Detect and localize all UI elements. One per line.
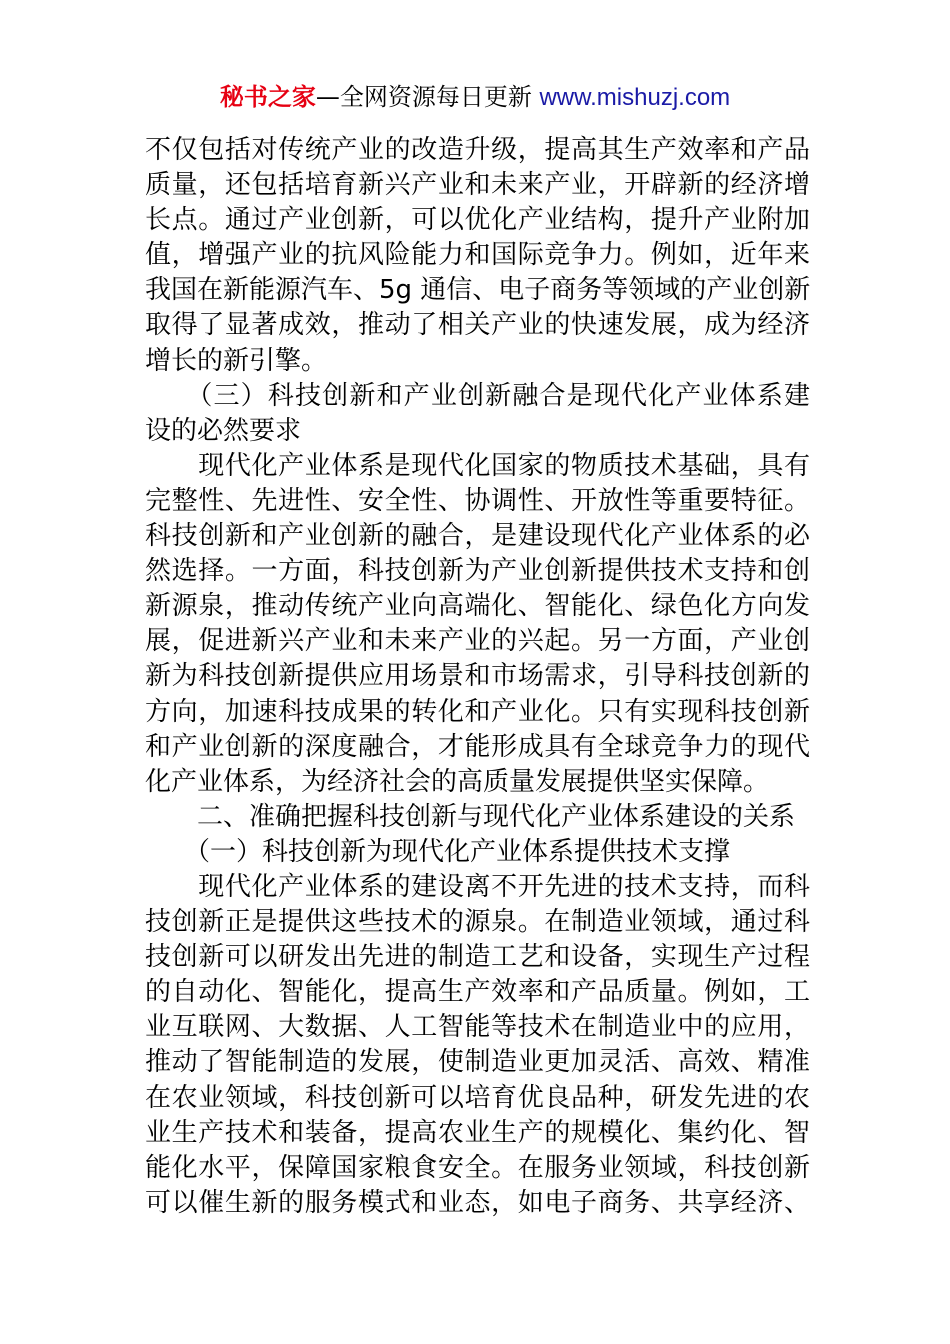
text-line: 值，增强产业的抗风险能力和国际竞争力。例如，近年来 (145, 240, 810, 271)
text-line: 技创新可以研发出先进的制造工艺和设备，实现生产过程 (145, 942, 810, 973)
text-line: 能化水平，保障国家粮食安全。在服务业领域，科技创新 (145, 1152, 810, 1183)
text-line: 然选择。一方面，科技创新为产业创新提供技术支持和创 (145, 556, 810, 587)
document-body (145, 133, 810, 1221)
text-line: 取得了显著成效，推动了相关产业的快速发展，成为经济 (145, 310, 810, 341)
text-line: 完整性、先进性、安全性、协调性、开放性等重要特征。 (145, 485, 810, 516)
text-line: 现代化产业体系的建设离不开先进的技术支持，而科 (145, 871, 810, 902)
text-line: 方向，加速科技成果的转化和产业化。只有实现科技创新 (145, 696, 810, 727)
text-line: 的自动化、智能化，提高生产效率和产品质量。例如，工 (145, 977, 810, 1008)
text-line: 质量，还包括培育新兴产业和未来产业，开辟新的经济增 (145, 170, 810, 201)
text-line: 和产业创新的深度融合，才能形成具有全球竞争力的现代 (145, 731, 810, 762)
website-link[interactable]: www.mishuzj.com (539, 84, 731, 111)
page-header (0, 80, 950, 115)
text-line: 二、准确把握科技创新与现代化产业体系建设的关系 (145, 801, 796, 832)
text-line: 在农业领域，科技创新可以培育优良品种，研发先进的农 (145, 1082, 810, 1113)
text-line: 新源泉，推动传统产业向高端化、智能化、绿色化方向发 (145, 591, 810, 622)
text-line: 增长的新引擎。 (145, 345, 328, 376)
text-line: 展，促进新兴产业和未来产业的兴起。另一方面，产业创 (145, 626, 810, 657)
text-line: （一）科技创新为现代化产业体系提供技术支撑 (145, 836, 731, 867)
text-line: 我国在新能源汽车、5g 通信、电子商务等领域的产业创新 (145, 275, 810, 306)
text-line: 不仅包括对传统产业的改造升级，提高其生产效率和产品 (145, 135, 810, 165)
text-line: 推动了智能制造的发展，使制造业更加灵活、高效、精准 (145, 1047, 810, 1078)
text-line: 可以催生新的服务模式和业态，如电子商务、共享经济、 (145, 1187, 810, 1218)
text-line: 技创新正是提供这些技术的源泉。在制造业领域，通过科 (145, 907, 810, 938)
text-line: 科技创新和产业创新的融合，是建设现代化产业体系的必 (145, 521, 810, 552)
text-line: 业生产技术和装备，提高农业生产的规模化、集约化、智 (145, 1117, 810, 1148)
header-tagline: —全网资源每日更新 (315, 83, 540, 111)
brand-name: 秘书之家 (219, 83, 316, 111)
text-line: 业互联网、大数据、人工智能等技术在制造业中的应用， (145, 1012, 810, 1043)
text-line: （三）科技创新和产业创新融合是现代化产业体系建 (145, 380, 810, 411)
text-line: 现代化产业体系是现代化国家的物质技术基础，具有 (145, 450, 810, 481)
text-line: 长点。通过产业创新，可以优化产业结构，提升产业附加 (145, 205, 810, 236)
text-line: 设的必然要求 (145, 415, 302, 446)
text-line: 化产业体系，为经济社会的高质量发展提供坚实保障。 (145, 766, 770, 797)
text-line: 新为科技创新提供应用场景和市场需求，引导科技创新的 (145, 661, 810, 692)
